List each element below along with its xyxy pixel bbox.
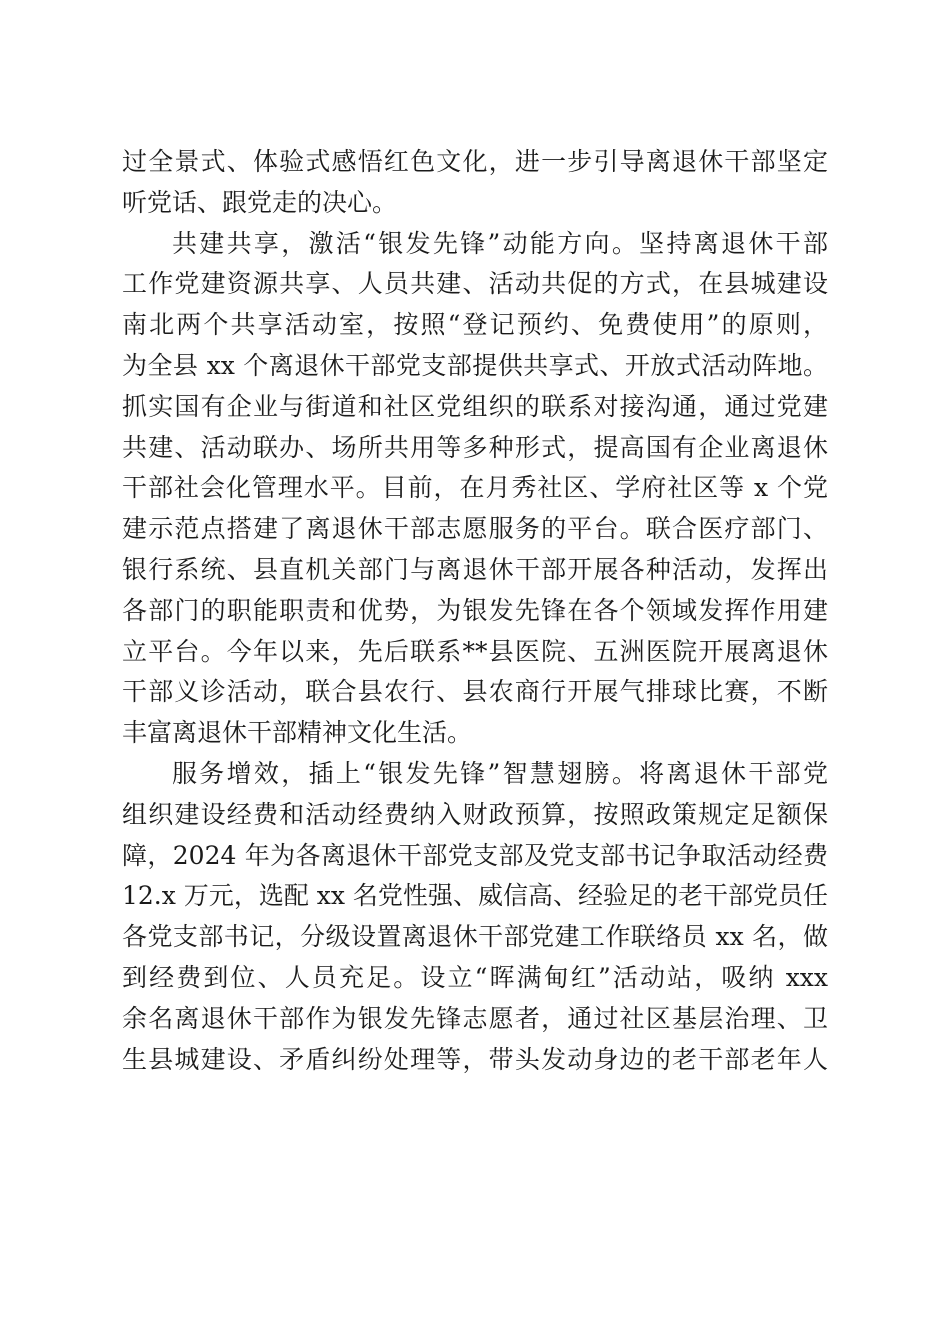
paragraph-2-line-9: 银行系统、县直机关部门与离退休干部开展各种活动，发挥出 [122, 554, 828, 584]
paragraph-3-line-1: 服务增效，插上“银发先锋”智慧翅膀。将离退休干部党 [172, 758, 828, 788]
paragraph-2-line-11: 立平台。今年以来，先后联系**县医院、五洲医院开展离退休 [122, 636, 828, 666]
paragraph-1-line-2: 听党话、跟党走的决心。 [122, 187, 398, 217]
paragraph-3-line-3: 障，2024 年为各离退休干部党支部及党支部书记争取活动经费 [122, 840, 828, 870]
paragraph-2-line-13: 丰富离退休干部精神文化生活。 [122, 718, 473, 748]
paragraph-2-line-8: 建示范点搭建了离退休干部志愿服务的平台。联合医疗部门、 [122, 514, 828, 544]
paragraph-2-line-4: 为全县 xx 个离退休干部党支部提供共享式、开放式活动阵地。 [122, 350, 828, 380]
paragraph-3-line-7: 余名离退休干部作为银发先锋志愿者，通过社区基层治理、卫 [122, 1003, 828, 1033]
paragraph-3-line-4: 12.x 万元，选配 xx 名党性强、威信高、经验足的老干部党员任 [122, 881, 828, 911]
paragraph-1-line-1: 过全景式、体验式感悟红色文化，进一步引导离退休干部坚定 [122, 147, 828, 176]
paragraph-2-line-2: 工作党建资源共享、人员共建、活动共促的方式，在县城建设 [122, 269, 828, 299]
paragraph-2-line-10: 各部门的职能职责和优势，为银发先锋在各个领域发挥作用建 [122, 595, 828, 625]
paragraph-2-line-6: 共建、活动联办、场所共用等多种形式，提高国有企业离退休 [122, 432, 828, 462]
document-body [122, 142, 828, 1080]
paragraph-3-line-5: 各党支部书记，分级设置离退休干部党建工作联络员 xx 名，做 [122, 922, 828, 952]
paragraph-2-line-7: 干部社会化管理水平。目前，在月秀社区、学府社区等 x 个党 [122, 473, 828, 503]
paragraph-3-line-6: 到经费到位、人员充足。设立“晖满甸红”活动站，吸纳 xxx [122, 962, 828, 992]
paragraph-2-line-5: 抓实国有企业与街道和社区党组织的联系对接沟通，通过党建 [122, 391, 828, 421]
paragraph-3-line-8: 生县城建设、矛盾纠纷处理等，带头发动身边的老干部老年人 [122, 1044, 828, 1074]
paragraph-2-line-1: 共建共享，激活“银发先锋”动能方向。坚持离退休干部 [172, 228, 828, 258]
paragraph-3-line-2: 组织建设经费和活动经费纳入财政预算，按照政策规定足额保 [122, 799, 828, 829]
paragraph-2-line-3: 南北两个共享活动室，按照“登记预约、免费使用”的原则， [122, 310, 828, 340]
paragraph-2-line-12: 干部义诊活动，联合县农行、县农商行开展气排球比赛，不断 [122, 677, 828, 707]
